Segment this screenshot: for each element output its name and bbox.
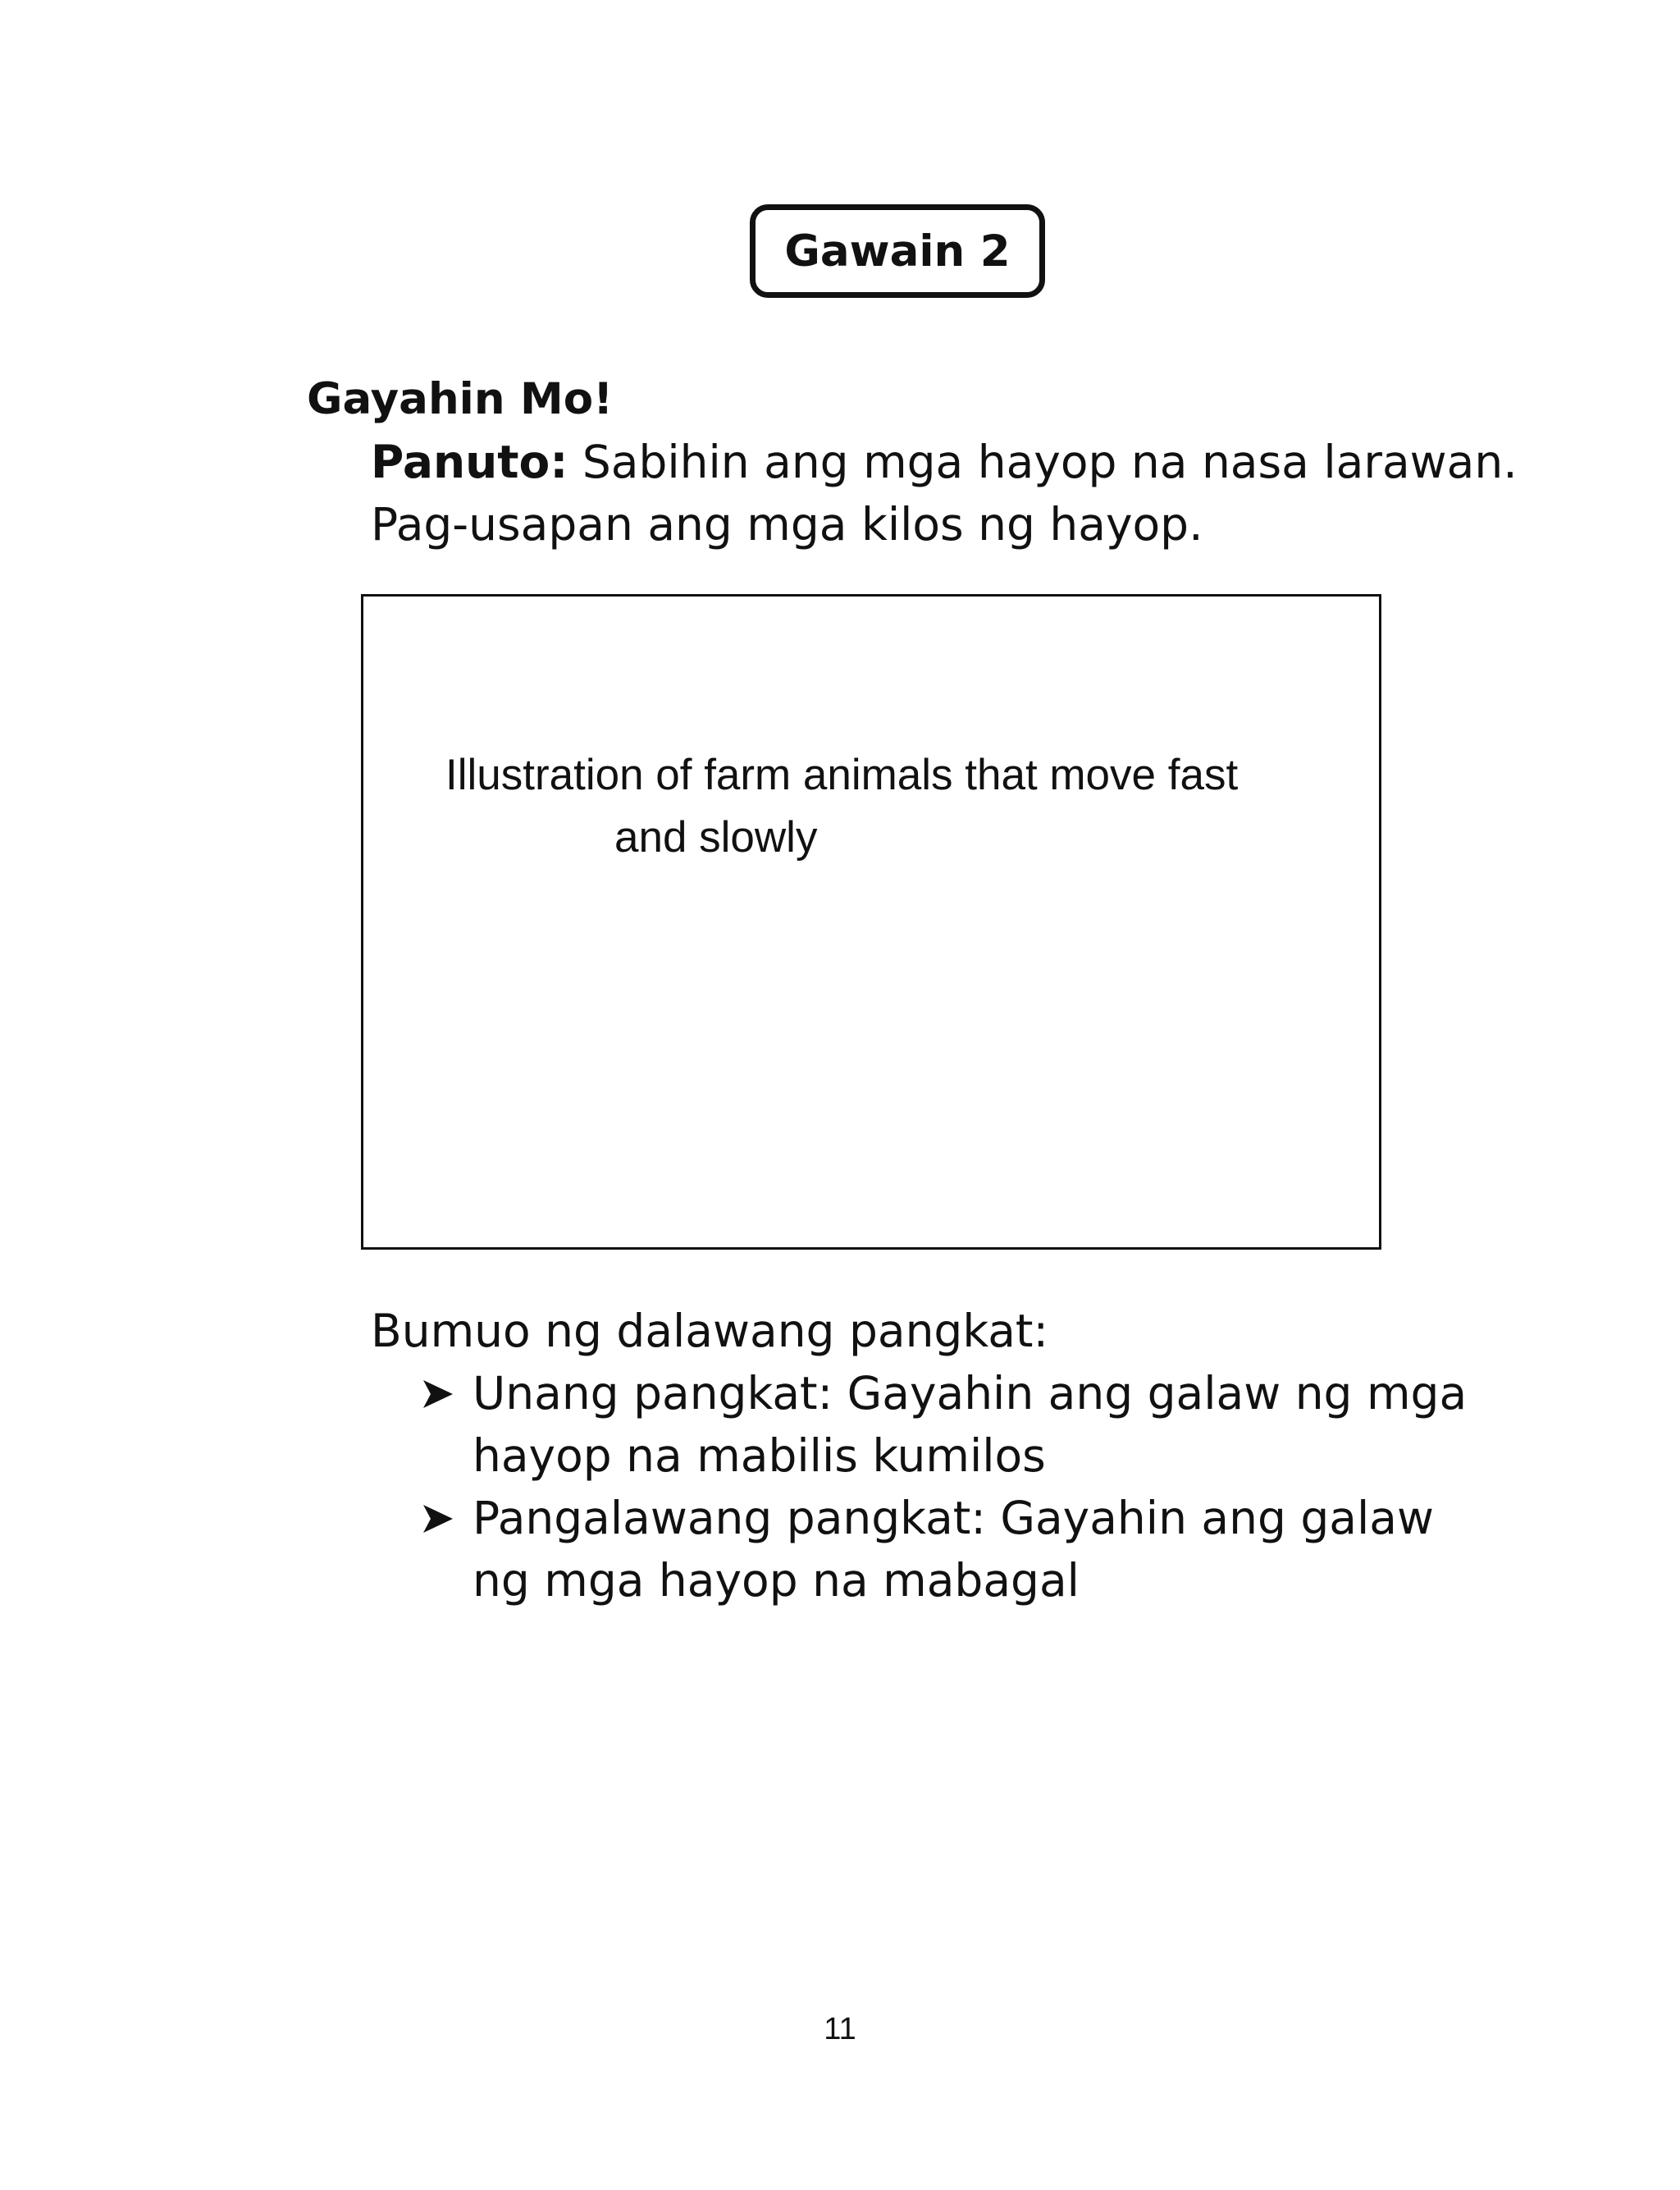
arrowhead-bullet-icon — [422, 1503, 454, 1534]
group-intro: Bumuo ng dalawang pangkat: — [371, 1305, 1049, 1357]
instructions — [371, 431, 1518, 556]
placeholder-text — [445, 744, 1348, 869]
group-list — [422, 1362, 1488, 1612]
activity-badge — [750, 204, 1045, 298]
instruction-text-1: Sabihin ang mga hayop na nasa larawan. — [568, 436, 1518, 488]
arrowhead-bullet-icon — [422, 1378, 454, 1410]
placeholder-line-1: Illustration of farm animals that move fast — [445, 751, 1239, 799]
instruction-label: Panuto: — [371, 436, 568, 488]
placeholder-line-2: and slowly — [614, 813, 818, 862]
page-number: 11 — [824, 2012, 856, 2046]
instruction-line-1 — [371, 431, 1518, 493]
list-item-text: Unang pangkat: Gayahin ang galaw ng mga hayop na mabilis kumilos — [472, 1367, 1468, 1482]
list-item-text: Pangalawang pangkat: Gayahin ang galaw ng mga hayop na mabagal — [472, 1492, 1434, 1607]
list-item — [422, 1487, 1488, 1612]
image-placeholder — [361, 594, 1381, 1250]
instruction-line-2: Pag-usapan ang mga kilos ng hayop. — [371, 498, 1203, 551]
list-item — [422, 1362, 1488, 1487]
section-title: Gayahin Mo! — [307, 374, 614, 424]
activity-badge-label: Gawain 2 — [784, 226, 1011, 277]
